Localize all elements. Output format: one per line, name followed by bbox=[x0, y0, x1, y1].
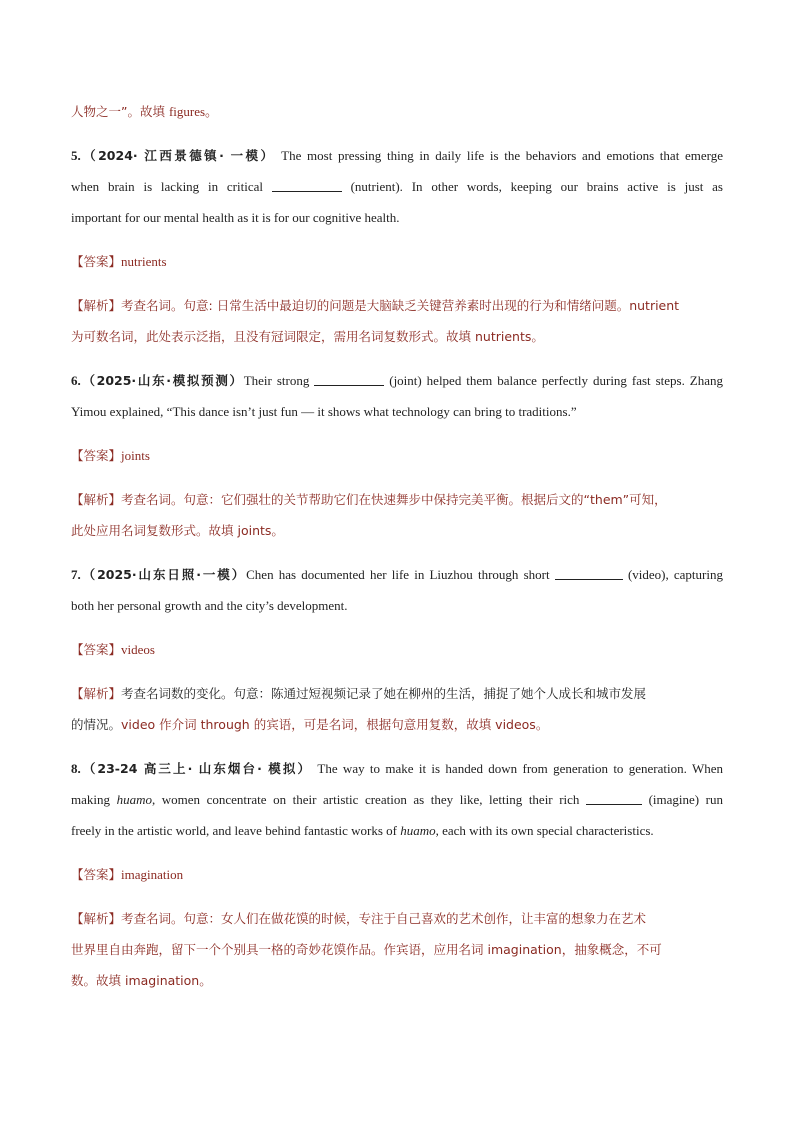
document-page bbox=[71, 96, 723, 996]
q6-answer-value: joints bbox=[121, 448, 150, 463]
q8-answer-value: imagination bbox=[121, 867, 184, 882]
q8-blank[interactable] bbox=[586, 792, 642, 805]
q6-number: 6. bbox=[71, 373, 81, 388]
q8-line2 bbox=[71, 784, 723, 815]
q6-line2: Yimou explained, “This dance isn’t just fun — it shows what technology can bring to traditions.” bbox=[71, 404, 577, 419]
q7-source: （2025·山东日照·一模） bbox=[80, 567, 247, 582]
q7-answer-tag: 【答案】 bbox=[71, 642, 122, 657]
q6-text1a: Their strong bbox=[243, 373, 310, 388]
q7-line2: both her personal growth and the city’s development. bbox=[71, 598, 348, 613]
q7-line1 bbox=[71, 559, 723, 590]
q5-text2a: when brain is lacking in critical bbox=[71, 179, 263, 194]
q7-answer bbox=[71, 634, 723, 665]
q6-analysis-tag: 【解析】 bbox=[71, 492, 122, 507]
q8-line1 bbox=[71, 753, 723, 784]
q5-answer-tag: 【答案】 bbox=[71, 254, 122, 269]
q5-source: （2024· 江西景德镇· 一模） bbox=[80, 148, 276, 163]
question-8 bbox=[71, 753, 723, 996]
q6-analysis-line1 bbox=[71, 484, 723, 515]
q7-number: 7. bbox=[71, 567, 81, 582]
question-7 bbox=[71, 559, 723, 740]
q6-analysis-text1: 考查名词。句意：它们强壮的关节帮助它们在快速舞步中保持完美平衡。根据后文的“them”可知， bbox=[121, 492, 667, 507]
q5-analysis-line1 bbox=[71, 290, 723, 321]
q5-answer bbox=[71, 246, 723, 277]
q7-analysis-text2a: 的情况。 bbox=[71, 717, 122, 732]
q6-text1b: (joint) helped them balance perfectly during fast steps. Zhang bbox=[389, 373, 724, 388]
intro-en: figures。 bbox=[168, 104, 219, 119]
q6-line1 bbox=[71, 365, 723, 396]
q8-analysis-tag: 【解析】 bbox=[71, 911, 122, 926]
q5-analysis-tag: 【解析】 bbox=[71, 298, 122, 313]
question-5 bbox=[71, 140, 723, 352]
q8-analysis-line1 bbox=[71, 903, 723, 934]
q7-analysis-line1 bbox=[71, 678, 723, 709]
question-6 bbox=[71, 365, 723, 546]
q6-analysis-line2: 此处应用名词复数形式。故填 joints。 bbox=[71, 523, 284, 538]
q5-blank[interactable] bbox=[272, 179, 342, 192]
q7-blank[interactable] bbox=[555, 567, 623, 580]
q8-text1: The way to make it is handed down from generation to generation. When bbox=[317, 761, 724, 776]
q7-text1a: Chen has documented her life in Liuzhou through short bbox=[246, 567, 550, 582]
q8-number: 8. bbox=[71, 761, 81, 776]
q5-number: 5. bbox=[71, 148, 81, 163]
q7-analysis-tag: 【解析】 bbox=[71, 686, 122, 701]
q5-analysis-line2: 为可数名词，此处表示泛指，且没有冠词限定，需用名词复数形式。故填 nutrients。 bbox=[71, 329, 544, 344]
q6-blank[interactable] bbox=[314, 373, 384, 386]
q8-answer-tag: 【答案】 bbox=[71, 867, 122, 882]
q8-text2b: , women concentrate on their artistic creation as they like, letting their rich bbox=[151, 792, 580, 807]
q6-source: （2025·山东·模拟预测） bbox=[80, 373, 244, 388]
q5-answer-value: nutrients bbox=[121, 254, 167, 269]
q7-text1b: (video), capturing bbox=[627, 567, 723, 582]
q5-text1: The most pressing thing in daily life is the behaviors and emotions that emerge bbox=[281, 148, 724, 163]
q5-line1 bbox=[71, 140, 723, 171]
q5-analysis-text1: 考查名词。句意: 日常生活中最迫切的问题是大脑缺乏关键营养素时出现的行为和情绪问题。nutrient bbox=[121, 298, 680, 313]
q8-analysis-line3: 数。故填 imagination。 bbox=[71, 973, 212, 988]
q7-analysis-text1: 考查名词数的变化。句意：陈通过短视频记录了她在柳州的生活，捕捉了她个人成长和城市发展 bbox=[121, 686, 647, 701]
q8-text2-italic: huamo bbox=[116, 792, 152, 807]
q7-answer-value: videos bbox=[121, 642, 155, 657]
q8-line3 bbox=[71, 815, 723, 846]
q5-line3: important for our mental health as it is for our cognitive health. bbox=[71, 210, 400, 225]
q8-text3a: freely in the artistic world, and leave behind fantastic works of bbox=[71, 823, 401, 838]
q8-analysis-line2: 世界里自由奔跑，留下一个个别具一格的奇妙花馍作品。作宾语，应用名词 imagination，抽象概念，不可 bbox=[71, 942, 662, 957]
q8-answer bbox=[71, 859, 723, 890]
q7-analysis-line2 bbox=[71, 709, 723, 740]
q7-analysis-text2b: video 作介词 through 的宾语，可是名词，根据句意用复数，故填 videos。 bbox=[121, 717, 549, 732]
q8-text3-italic: huamo bbox=[400, 823, 436, 838]
q8-analysis-text1: 考查名词。句意：女人们在做花馍的时候，专注于自己喜欢的艺术创作，让丰富的想象力在艺术 bbox=[121, 911, 647, 926]
q8-source: （23-24 高三上· 山东烟台· 模拟） bbox=[80, 761, 313, 776]
intro-cn: 人物之一”。故填 bbox=[71, 104, 169, 119]
q8-text3b: , each with its own special characteristics. bbox=[435, 823, 654, 838]
intro-line bbox=[71, 96, 723, 127]
q5-text2b: (nutrient). In other words, keeping our brains active is just as bbox=[350, 179, 723, 194]
q8-text2c: (imagine) run bbox=[648, 792, 724, 807]
q5-line2 bbox=[71, 171, 723, 202]
q8-text2a: making bbox=[71, 792, 117, 807]
q6-answer bbox=[71, 440, 723, 471]
q6-answer-tag: 【答案】 bbox=[71, 448, 122, 463]
